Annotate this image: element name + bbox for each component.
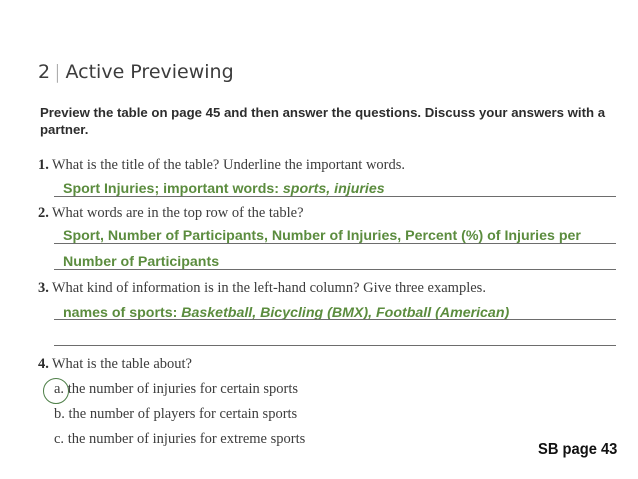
answer-text: Sport, Number of Participants, Number of Injuries, Percent (%) of Injuries per [63, 228, 581, 244]
question-number: 3. [38, 280, 49, 296]
option-text: the number of injuries for extreme sports [67, 431, 306, 447]
section-number: 2 [38, 61, 51, 83]
answer-rule [54, 319, 616, 320]
answer-text: Number of Participants [63, 254, 220, 270]
option-c[interactable] [54, 431, 305, 448]
question-text: What is the table about? [51, 356, 192, 372]
answer-text: names of sports: [63, 305, 182, 321]
question-4 [38, 356, 192, 373]
question-2 [38, 205, 304, 222]
answer-rule [54, 196, 616, 197]
instructions: Preview the table on page 45 and then answer the questions. Discuss your answers with a partner. [40, 105, 606, 137]
question-number: 1. [38, 157, 49, 173]
answer-2-line-1 [63, 228, 581, 244]
option-letter: c. [54, 431, 65, 447]
answer-rule [54, 345, 616, 346]
question-1 [38, 157, 405, 174]
answer-text: Sport Injuries; important words: [63, 181, 283, 197]
option-text: the number of injuries for certain sports [67, 381, 299, 397]
answer-rule [54, 243, 616, 244]
answer-italic-text: sports, injuries [282, 181, 385, 197]
page-reference: SB page 43 [538, 441, 618, 458]
question-text: What words are in the top row of the table? [51, 205, 304, 221]
question-text: What is the title of the table? Underline the important words. [51, 157, 406, 173]
question-number: 4. [38, 356, 49, 372]
answer-1-line-1 [63, 181, 385, 197]
question-number: 2. [38, 205, 49, 221]
section-title [38, 61, 234, 83]
section-separator: | [54, 61, 61, 83]
question-3 [38, 280, 486, 297]
answer-italic-text: Basketball, Bicycling (BMX), Football (American) [181, 305, 510, 321]
section-title-text: Active Previewing [65, 61, 234, 83]
option-b[interactable] [54, 406, 297, 423]
question-text: What kind of information is in the left-hand column? Give three examples. [51, 280, 486, 296]
option-letter: a. [54, 381, 65, 397]
option-text: the number of players for certain sports [68, 406, 298, 422]
answer-2-line-2 [63, 254, 219, 270]
answer-rule [54, 269, 616, 270]
option-a[interactable] [54, 381, 298, 398]
option-letter: b. [54, 406, 65, 422]
